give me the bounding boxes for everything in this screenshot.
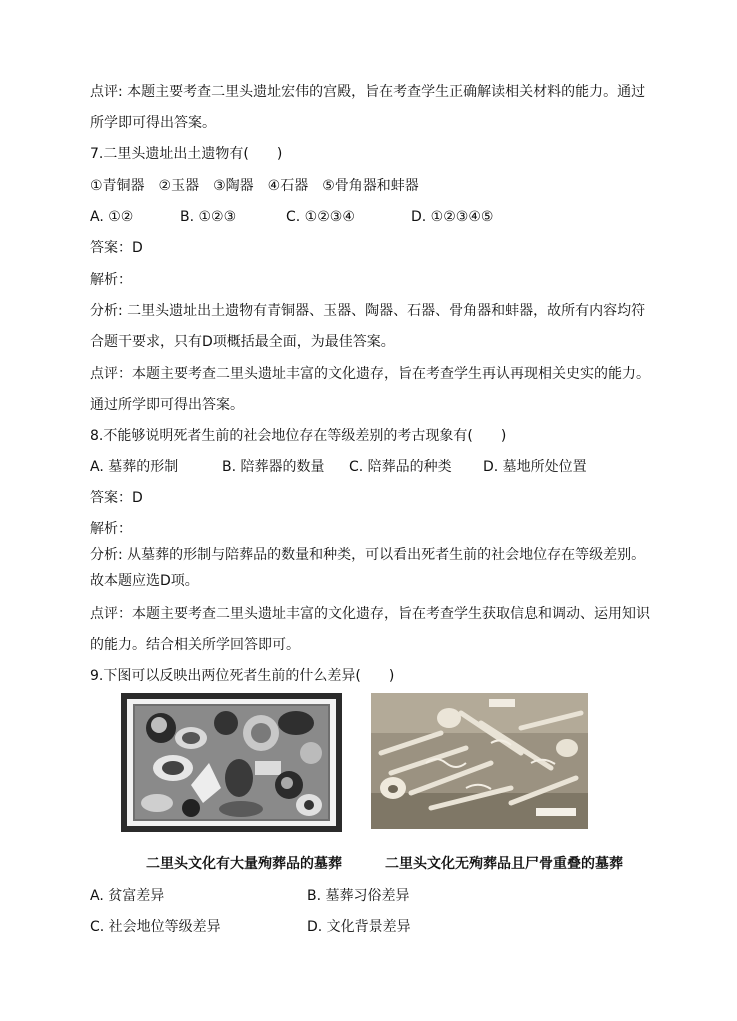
overlapping-skeletons-image	[371, 693, 588, 829]
q7-stem: 7.二里头遗址出土遗物有( )	[90, 146, 283, 162]
q6-comment-line-2: 所学即可得出答案。	[90, 115, 216, 131]
q9-option-b: B. 墓葬习俗差异	[307, 888, 410, 904]
q7-answer: 答案：D	[90, 240, 143, 256]
q8-analysis-line-1: 分析: 从墓葬的形制与陪葬品的数量和种类，可以看出死者生前的社会地位存在等级差别。	[90, 547, 646, 563]
q7-option-c: C. ①②③④	[286, 209, 355, 225]
caption-right: 二里头文化无殉葬品且尸骨重叠的墓葬	[385, 856, 623, 872]
caption-left: 二里头文化有大量殉葬品的墓葬	[146, 856, 342, 872]
q9-option-a: A. 贫富差异	[90, 888, 165, 904]
q7-analysis-label: 解析：	[90, 272, 132, 288]
q7-comment-line-1: 点评：本题主要考查二里头遗址丰富的文化遗存，旨在考查学生再认再现相关史实的能力。	[90, 366, 650, 382]
q8-option-b: B. 陪葬器的数量	[222, 459, 325, 475]
q8-comment-line-1: 点评：本题主要考查二里头遗址丰富的文化遗存，旨在考查学生获取信息和调动、运用知识	[90, 606, 650, 622]
q7-option-b: B. ①②③	[180, 209, 237, 225]
q8-analysis-label: 解析：	[90, 521, 132, 537]
q7-option-d: D. ①②③④⑤	[411, 209, 494, 225]
q9-stem: 9.下图可以反映出两位死者生前的什么差异( )	[90, 668, 395, 684]
q8-option-d: D. 墓地所处位置	[483, 459, 587, 475]
q8-option-c: C. 陪葬品的种类	[349, 459, 452, 475]
q8-comment-line-2: 的能力。结合相关所学回答即可。	[90, 637, 300, 653]
q6-comment-line-1: 点评: 本题主要考查二里头遗址宏伟的宫殿，旨在考查学生正确解读相关材料的能力。通过	[90, 84, 646, 100]
q8-analysis-line-2: 故本题应选D项。	[90, 573, 199, 589]
q8-option-a: A. 墓葬的形制	[90, 459, 179, 475]
q8-stem: 8.不能够说明死者生前的社会地位存在等级差别的考古现象有( )	[90, 428, 507, 444]
q8-answer: 答案：D	[90, 490, 143, 506]
q7-analysis-line-1: 分析: 二里头遗址出土遗物有青铜器、玉器、陶器、石器、骨角器和蚌器，故所有内容均符	[90, 303, 646, 319]
q7-comment-line-2: 通过所学即可得出答案。	[90, 397, 244, 413]
tomb-with-burial-goods-image	[121, 693, 342, 832]
q7-option-a: A. ①②	[90, 209, 134, 225]
q7-analysis-line-2: 合题干要求，只有D项概括最全面，为最佳答案。	[90, 334, 395, 350]
q9-option-d: D. 文化背景差异	[307, 919, 411, 935]
q9-option-c: C. 社会地位等级差异	[90, 919, 221, 935]
q7-items: ①青铜器 ②玉器 ③陶器 ④石器 ⑤骨角器和蚌器	[90, 178, 419, 194]
